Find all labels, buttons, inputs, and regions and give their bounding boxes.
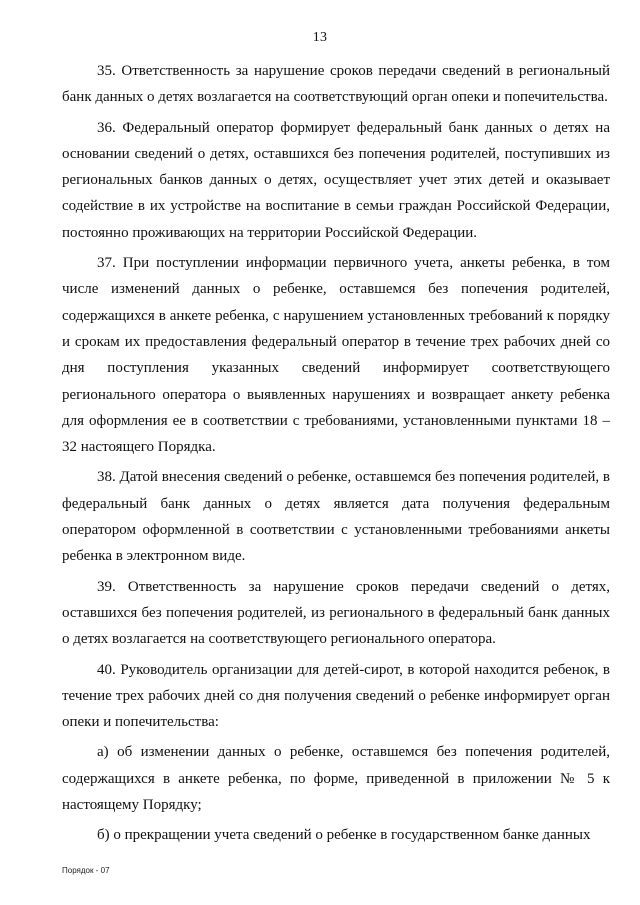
document-body — [62, 58, 610, 853]
paragraph-40a: а) об изменении данных о ребенке, оставшемся без попечения родителей, содержащихся в анкете ребенка, по форме, приведенной в приложении № 5 к настоящему Порядку; — [62, 744, 610, 814]
paragraph-37: 37. При поступлении информации первичного учета, анкеты ребенка, в том числе изменений данных о ребенке, оставшемся без попечения родителей, содержащихся в анкете ребенка, с нарушением установленных требований к порядку и срокам их предоставления федеральный оператор в течение трех рабочих дней со дня поступления указанных сведений информирует соответствующего регионального оператора о выявленных нарушениях и возвращает анкету ребенка для оформления ее в соответствии с требованиями, установленными пунктами 18 – 32 настоящего Порядка. — [62, 255, 610, 456]
footer-label: Порядок - 07 — [62, 866, 110, 875]
page-number: 13 — [312, 30, 328, 45]
paragraph-40b: б) о прекращении учета сведений о ребенке в государственном банке данных — [97, 827, 591, 844]
paragraph-40: 40. Руководитель организации для детей-сирот, в которой находится ребенок, в течение трех рабочих дней со дня получения сведений о ребенке информирует орган опеки и попечительства: — [62, 661, 610, 731]
paragraph-35: 35. Ответственность за нарушение сроков передачи сведений в региональный банк данных о детях возлагается на соответствующий орган опеки и попечительства. — [62, 63, 610, 106]
paragraph-39: 39. Ответственность за нарушение сроков передачи сведений о детях, оставшихся без попечения родителей, из регионального в федеральный банк данных о детях возлагается на соответствующего регионального оператора. — [62, 578, 610, 648]
paragraph-36: 36. Федеральный оператор формирует федеральный банк данных о детях на основании сведений о детях, оставшихся без попечения родителей, поступивших из региональных банков данных о детях, осуществляет учет этих детей и оказывает содействие в их устройстве на воспитание в семьи граждан Российской Федерации, постоянно проживающих на территории Российской Федерации. — [62, 119, 610, 241]
paragraph-38: 38. Датой внесения сведений о ребенке, оставшемся без попечения родителей, в федеральный банк данных о детях является дата получения федеральным оператором оформленной в соответствии с установленными требованиями анкеты ребенка в электронном виде. — [62, 469, 610, 565]
